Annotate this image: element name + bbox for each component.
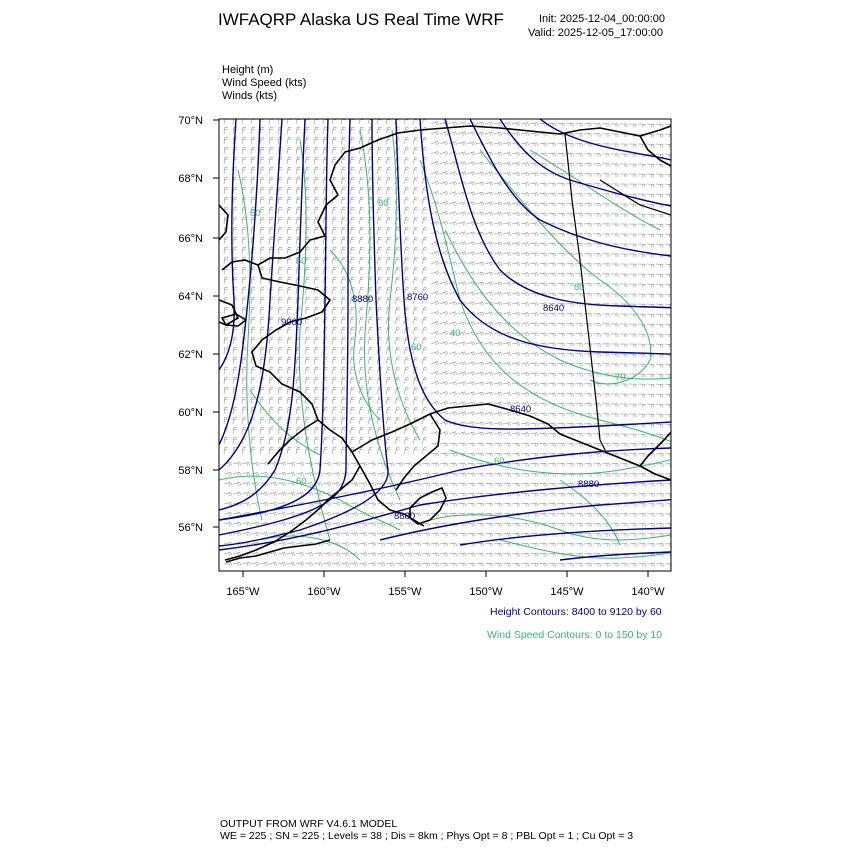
height-contour-label: 8640 [543, 303, 565, 314]
wind-barbs-layer [224, 117, 672, 567]
height-contour-label: 8640 [510, 404, 532, 415]
lat-label: 60°N [178, 407, 203, 419]
lat-label: 70°N [178, 115, 203, 127]
lon-label: 140°W [631, 586, 665, 598]
wind-speed-contour [430, 515, 671, 540]
lon-label: 155°W [388, 586, 422, 598]
wind-speed-contour-label: 80 [378, 198, 389, 209]
wind-speed-contour [330, 250, 380, 420]
height-contour-label: 8880 [352, 294, 374, 305]
field-winds-label: Winds (kts) [222, 90, 277, 102]
russia-chukotka [219, 300, 238, 325]
russia-coast [219, 205, 228, 240]
lat-label: 66°N [178, 233, 203, 245]
lat-label: 64°N [178, 291, 203, 303]
lon-label: 150°W [469, 586, 503, 598]
height-contour-label: 8880 [394, 511, 416, 522]
lon-label: 145°W [550, 586, 584, 598]
wind-speed-contour-label: 80 [574, 282, 585, 293]
kuskokwim-coast [268, 420, 318, 464]
wind-speed-contour-note: Wind Speed Contours: 0 to 150 by 10 [487, 629, 663, 641]
lat-label: 68°N [178, 173, 203, 185]
wind-speed-contour [260, 536, 360, 560]
field-windspeed-label: Wind Speed (kts) [222, 77, 307, 89]
init-time: Init: 2025-12-04_00:00:00 [539, 13, 665, 25]
height-contour-note: Height Contours: 8400 to 9120 by 60 [490, 606, 662, 618]
lon-label: 165°W [226, 586, 260, 598]
lon-labels [226, 586, 665, 598]
wind-barbs [224, 117, 672, 567]
model-settings: WE = 225 ; SN = 225 ; Levels = 38 ; Dis = 8km ; Phys Opt = 8 ; PBL Opt = 1 ; Cu Opt = 3 [220, 830, 634, 842]
lon-ticks [243, 571, 648, 577]
wind-speed-contour-label: 60 [296, 256, 307, 267]
height-contour [460, 528, 671, 545]
height-contour-label: 8760 [407, 292, 429, 303]
wind-speed-contour-label: 60 [250, 208, 261, 219]
wind-speed-contour-label: 60 [494, 456, 505, 467]
model-info: OUTPUT FROM WRF V4.6.1 MODEL [220, 818, 398, 830]
cook-inlet-coast [352, 404, 671, 480]
seward-peninsula [222, 260, 258, 270]
height-contour-label: 9000 [281, 317, 303, 328]
lat-ticks [213, 120, 219, 527]
canada-coast-ne [640, 136, 671, 166]
lat-label: 58°N [178, 465, 203, 477]
lat-label: 62°N [178, 349, 203, 361]
field-height-label: Height (m) [222, 64, 274, 76]
lat-label: 56°N [178, 522, 203, 534]
map-title: IWFAQRP Alaska US Real Time WRF [218, 10, 504, 29]
wind-speed-contour-label: 60 [411, 342, 422, 353]
wind-speed-contour-label: 70 [615, 372, 626, 383]
valid-time: Valid: 2025-12-05_17:00:00 [528, 27, 663, 39]
height-contour [445, 119, 690, 308]
yukon-coast [560, 126, 671, 136]
lon-label: 160°W [307, 586, 341, 598]
height-contour [219, 119, 236, 370]
wind-speed-contour [530, 150, 660, 230]
wind-speed-contour-label: 60 [296, 476, 307, 487]
wind-speed-contour-label: 40 [450, 328, 461, 339]
lat-labels [178, 115, 203, 534]
height-contour-label: 8880 [578, 479, 600, 490]
kenai-coast [396, 414, 440, 490]
